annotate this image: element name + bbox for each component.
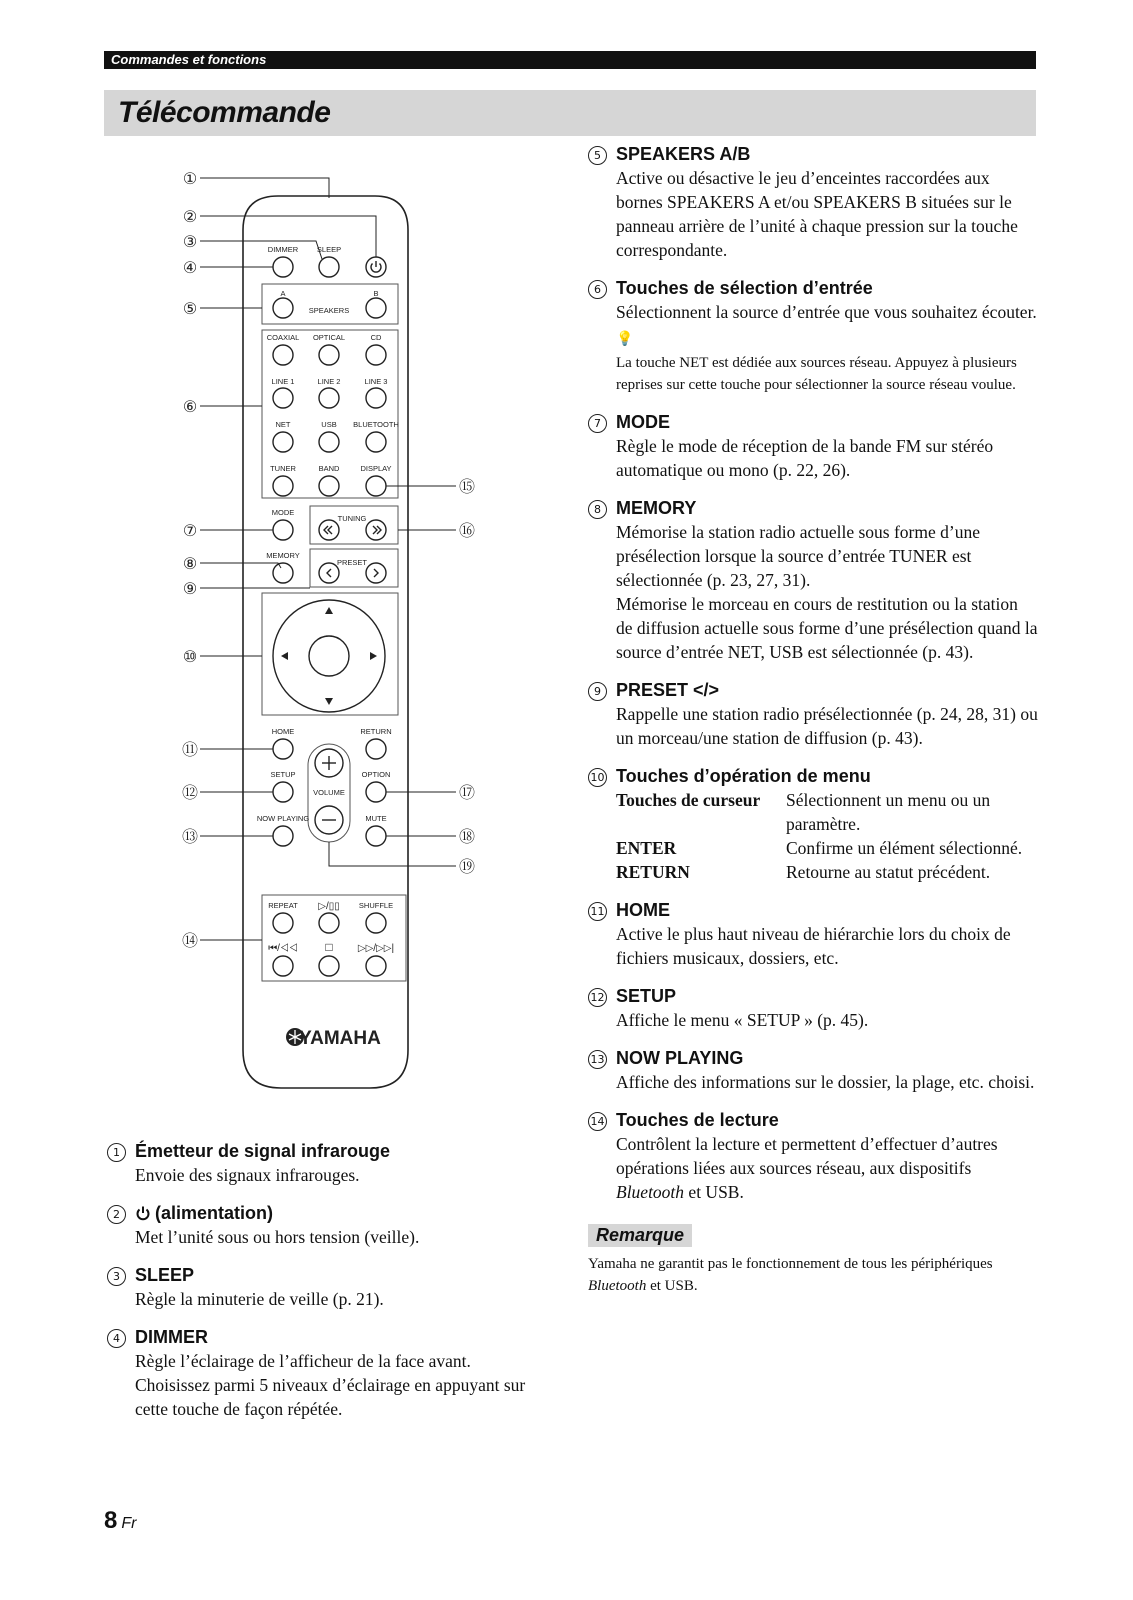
page-title: Télécommande <box>104 90 1036 136</box>
label-line3: LINE 3 <box>364 377 388 386</box>
callout-19: ⑲ <box>458 859 476 876</box>
callout-15: ⑮ <box>458 479 476 496</box>
bluetooth-button <box>366 432 386 452</box>
callout-6: ⑥ <box>182 399 198 416</box>
table-row: Touches de curseur Sélectionnent un menu ou un paramètre. <box>616 790 991 834</box>
lightbulb-icon: 💡 <box>616 331 634 347</box>
band-button <box>319 476 339 496</box>
callout-5: ⑤ <box>182 301 198 318</box>
callout-14: ⑭ <box>181 933 199 950</box>
skip-forward-button <box>366 956 386 976</box>
enter-button <box>309 636 349 676</box>
label-preset: PRESET <box>336 558 368 567</box>
label-tuner: TUNER <box>270 464 296 473</box>
left-descriptions <box>107 1139 547 1435</box>
label-shuffle: SHUFFLE <box>358 901 394 910</box>
item-6: 6 Touches de sélection d’entrée Sélectionnent la source d’entrée que vous souhaitez écouter. 💡 La touche NET est dédiée aux sources réseau. Appuyez à plusieurs reprises sur cette touche pour sélectionner la source réseau voulue. <box>588 276 1038 396</box>
callout-9: ⑨ <box>182 581 198 598</box>
label-setup: SETUP <box>270 770 296 779</box>
label-home: HOME <box>271 727 295 736</box>
item-12: 12 SETUP Affiche le menu « SETUP » (p. 45). <box>588 984 1038 1032</box>
play-pause-button <box>319 913 339 933</box>
callout-1: ① <box>182 171 198 188</box>
page-number: 8 Fr <box>104 1507 137 1534</box>
label-usb: USB <box>321 420 337 429</box>
section-header: Commandes et fonctions <box>104 51 1036 69</box>
label-mode: MODE <box>271 508 295 517</box>
home-button <box>273 739 293 759</box>
label-tuning: TUNING <box>337 514 367 523</box>
callout-7: ⑦ <box>182 523 198 540</box>
usb-button <box>319 432 339 452</box>
stop-button <box>319 956 339 976</box>
label-speakers: SPEAKERS <box>308 306 350 315</box>
shuffle-button <box>366 913 386 933</box>
remote-control-diagram <box>170 160 510 1100</box>
item-5: 5 SPEAKERS A/B Active ou désactive le jeu d’enceintes raccordées aux bornes SPEAKERS A et/ou SPEAKERS B situées sur le panneau arrière de l’unité à chaque pression sur la touche correspondante. <box>588 142 1038 262</box>
table-row: RETURN Retourne au statut précédent. <box>616 862 991 882</box>
label-now-playing: NOW PLAYING <box>256 814 310 823</box>
item-11: 11 HOME Active le plus haut niveau de hiérarchie lors du choix de fichiers musicaux, dossiers, etc. <box>588 898 1038 970</box>
label-repeat: REPEAT <box>268 901 298 910</box>
label-dimmer: DIMMER <box>267 245 299 254</box>
item-7: 7 MODE Règle le mode de réception de la bande FM sur stéréo automatique ou mono (p. 22, 26). <box>588 410 1038 482</box>
line1-button <box>273 388 293 408</box>
item-2: 2 (alimentation) Met l’unité sous ou hors tension (veille). <box>107 1201 547 1249</box>
label-volume: VOLUME <box>313 788 345 797</box>
item-8: 8 MEMORY Mémorise la station radio actuelle sous forme d’une présélection lorsque la source d’entrée TUNER est sélectionnée (p. 23, 27, 31). Mémorise le morceau en cours de restitution ou la station de diffusion actuelle sous forme d’une présélection quand la source d’entrée NET, USB est sélectionnée (p. 43). <box>588 496 1038 664</box>
label-mute: MUTE <box>365 814 387 823</box>
label-sleep: SLEEP <box>316 245 342 254</box>
cd-button <box>366 345 386 365</box>
net-button <box>273 432 293 452</box>
now-playing-button <box>273 826 293 846</box>
callout-8: ⑧ <box>182 556 198 573</box>
memory-button <box>273 563 293 583</box>
callout-11: ⑪ <box>181 742 199 759</box>
sleep-button <box>319 257 339 277</box>
callout-4: ④ <box>182 260 198 277</box>
dimmer-button <box>273 257 293 277</box>
preset-down-button <box>319 563 339 583</box>
item-13: 13 NOW PLAYING Affiche des informations sur le dossier, la plage, etc. choisi. <box>588 1046 1038 1094</box>
item-10: 10 Touches d’opération de menu Touches de curseur Sélectionnent un menu ou un paramètre. ENTER Confirme un élément sélectionné. RETURN Retourne au statut précédent. <box>588 764 1038 884</box>
callout-12: ⑫ <box>181 785 199 802</box>
label-memory: MEMORY <box>266 551 300 560</box>
item-1: 1 Émetteur de signal infrarouge Envoie des signaux infrarouges. <box>107 1139 547 1187</box>
callout-17: ⑰ <box>458 785 476 802</box>
mute-button <box>366 826 386 846</box>
coaxial-button <box>273 345 293 365</box>
skip-back-button <box>273 956 293 976</box>
item-14: 14 Touches de lecture Contrôlent la lecture et permettent d’effectuer d’autres opérations liées aux sources réseau, aux dispositifs Bluetooth et USB. <box>588 1108 1038 1204</box>
tuning-up-button <box>366 520 386 540</box>
display-button <box>366 476 386 496</box>
callout-13: ⑬ <box>181 829 199 846</box>
line2-button <box>319 388 339 408</box>
label-b: B <box>373 289 379 298</box>
label-play-pause: ▷/▯▯ <box>318 901 340 912</box>
item-9: 9 PRESET </> Rappelle une station radio présélectionnée (p. 24, 28, 31) ou un morceau/une station de diffusion (p. 43). <box>588 678 1038 750</box>
item-4: 4 DIMMER Règle l’éclairage de l’afficheur de la face avant. Choisissez parmi 5 niveaux d’éclairage en appuyant sur cette touche de façon répétée. <box>107 1325 547 1421</box>
table-row: ENTER Confirme un élément sélectionné. <box>616 838 1023 858</box>
callout-3: ③ <box>182 234 198 251</box>
label-optical: OPTICAL <box>312 333 346 342</box>
optical-button <box>319 345 339 365</box>
label-line2: LINE 2 <box>317 377 341 386</box>
power-icon <box>135 1205 151 1221</box>
tip-box: 💡 La touche NET est dédiée aux sources réseau. Appuyez à plusieurs reprises sur cette touche pour sélectionner la source réseau voulue. <box>588 328 1038 396</box>
tuner-button <box>273 476 293 496</box>
label-stop: □ <box>325 940 333 954</box>
speakers-a-button <box>273 298 293 318</box>
label-option: OPTION <box>361 770 391 779</box>
brand-name: YAMAHA <box>299 1028 381 1049</box>
callout-16: ⑯ <box>458 523 476 540</box>
setup-button <box>273 782 293 802</box>
menu-keys-table <box>616 788 1038 884</box>
label-skip-back: ⏮/◁◁ <box>268 943 298 954</box>
note-label: Remarque <box>588 1224 692 1247</box>
label-display: DISPLAY <box>360 464 392 473</box>
label-coaxial: COAXIAL <box>266 333 300 342</box>
callout-18: ⑱ <box>458 829 476 846</box>
chevrons-icon: </> <box>693 680 720 700</box>
label-line1: LINE 1 <box>271 377 295 386</box>
note-section: Remarque Yamaha ne garantit pas le fonctionnement de tous les périphériques Bluetooth et USB. <box>588 1225 993 1294</box>
label-return: RETURN <box>360 727 392 736</box>
item-3: 3 SLEEP Règle la minuterie de veille (p. 21). <box>107 1263 547 1311</box>
return-button <box>366 739 386 759</box>
label-bluetooth: BLUETOOTH <box>353 420 399 429</box>
right-descriptions <box>588 142 1038 1297</box>
repeat-button <box>273 913 293 933</box>
option-button <box>366 782 386 802</box>
callout-2: ② <box>182 209 198 226</box>
line3-button <box>366 388 386 408</box>
label-skip-forward: ▷▷/▷▷| <box>357 943 395 954</box>
label-net: NET <box>275 420 291 429</box>
tuning-down-button <box>319 520 339 540</box>
label-cd: CD <box>370 333 382 342</box>
label-a: A <box>280 289 286 298</box>
speakers-b-button <box>366 298 386 318</box>
preset-up-button <box>366 563 386 583</box>
label-band: BAND <box>318 464 340 473</box>
callout-10: ⑩ <box>182 649 198 666</box>
mode-button <box>273 520 293 540</box>
